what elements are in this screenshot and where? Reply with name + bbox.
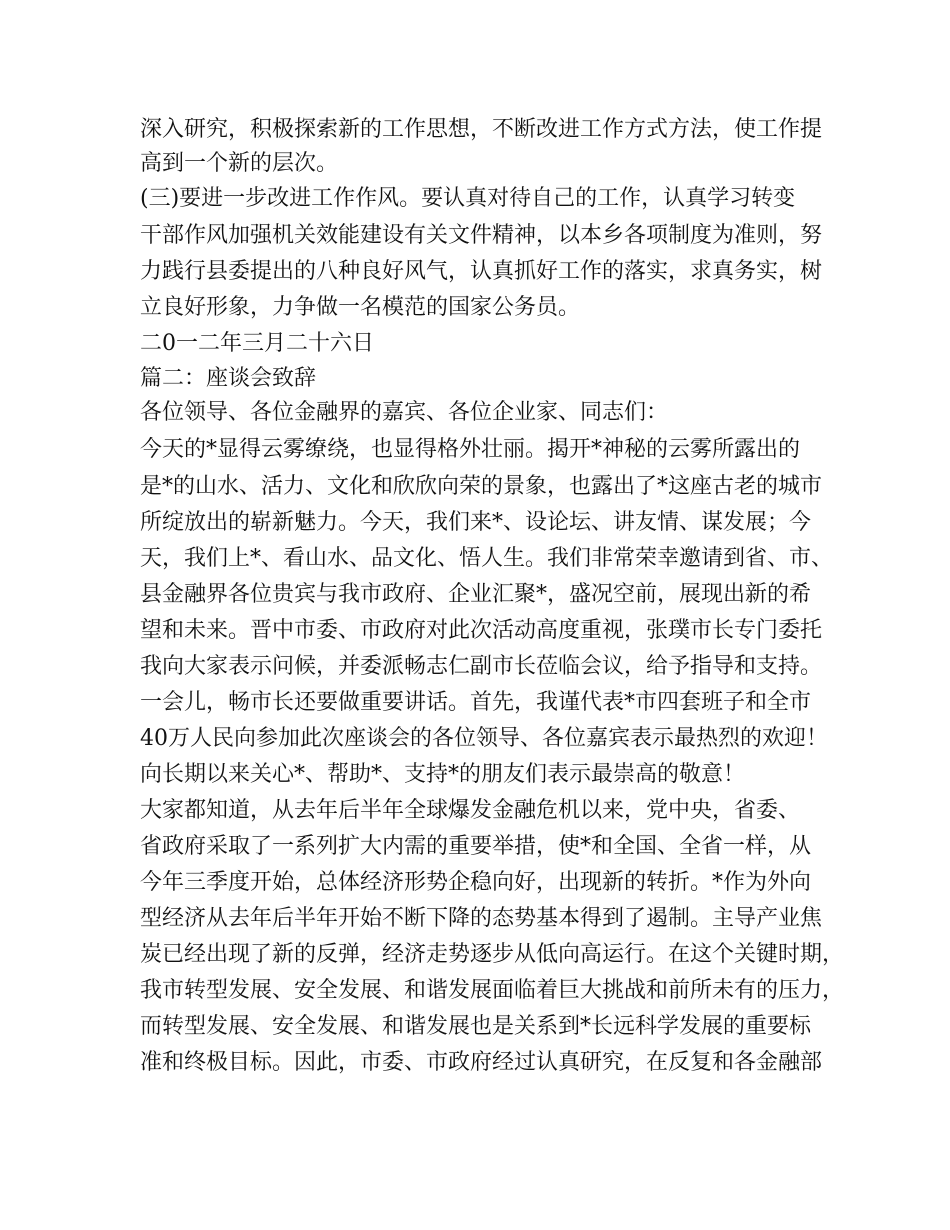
text-line: (三)要进一步改进工作作风。要认真对待自己的工作，认真学习转变 (140, 186, 796, 211)
text-line: 向长期以来关心*、帮助*、支持*的朋友们表示最崇高的敬意！ (140, 762, 746, 787)
text-line: 40万人民向参加此次座谈会的各位领导、各位嘉宾表示最热烈的欢迎！ (140, 726, 828, 751)
section-heading: 篇二：座谈会致辞 (140, 366, 317, 391)
text-line: 炭已经出现了新的反弹，经济走势逐步从低向高运行。在这个关键时期， (140, 942, 845, 967)
text-line: 干部作风加强机关效能建设有关文件精神，以本乡各项制度为准则，努 (140, 223, 823, 248)
text-line: 县金融界各位贵宾与我市政府、企业汇聚*，盛况空前，展现出新的希 (140, 582, 812, 607)
text-line: 立良好形象，力争做一名模范的国家公务员。 (140, 295, 581, 320)
text-line: 准和终极目标。因此，市委、市政府经过认真研究，在反复和各金融部 (140, 1050, 823, 1075)
text-line: 而转型发展、安全发展、和谐发展也是关系到*长远科学发展的重要标 (140, 1014, 812, 1039)
text-line: 高到一个新的层次。 (140, 151, 339, 176)
text-line: 一会儿，畅市长还要做重要讲话。首先，我谨代表*市四套班子和全市 (140, 690, 812, 715)
text-line: 我市转型发展、安全发展、和谐发展面临着巨大挑战和前所未有的压力， (140, 978, 845, 1003)
text-line: 今年三季度开始，总体经济形势企稳向好，出现新的转折。*作为外向 (140, 870, 812, 895)
text-line: 天，我们上*、看山水、品文化、悟人生。我们非常荣幸邀请到省、市、 (140, 546, 834, 571)
text-line: 力践行县委提出的八种良好风气，认真抓好工作的落实，求真务实，树 (140, 259, 823, 284)
text-line: 省政府采取了一系列扩大内需的重要举措，使*和全国、全省一样，从 (140, 834, 812, 859)
text-line: 是*的山水、活力、文化和欣欣向荣的景象，也露出了*这座古老的城市 (140, 474, 823, 499)
text-line: 今天的*显得云雾缭绕，也显得格外壮丽。揭开*神秘的云雾所露出的 (140, 437, 801, 462)
date-line: 二0一二年三月二十六日 (140, 331, 374, 356)
text-line: 型经济从去年后半年开始不断下降的态势基本得到了遏制。主导产业焦 (140, 906, 823, 931)
text-line: 我向大家表示问候，并委派畅志仁副市长莅临会议，给予指导和支持。 (140, 654, 823, 679)
text-line: 所绽放出的崭新魅力。今天，我们来*、设论坛、讲友情、谋发展；今 (140, 510, 812, 535)
text-line: 望和未来。晋中市委、市政府对此次活动高度重视，张璞市长专门委托 (140, 618, 823, 643)
salutation-line: 各位领导、各位金融界的嘉宾、各位企业家、同志们： (140, 400, 669, 425)
text-line: 大家都知道，从去年后半年全球爆发金融危机以来，党中央，省委、 (140, 798, 801, 823)
text-line: 深入研究，积极探索新的工作思想，不断改进工作方式方法，使工作提 (140, 117, 823, 142)
